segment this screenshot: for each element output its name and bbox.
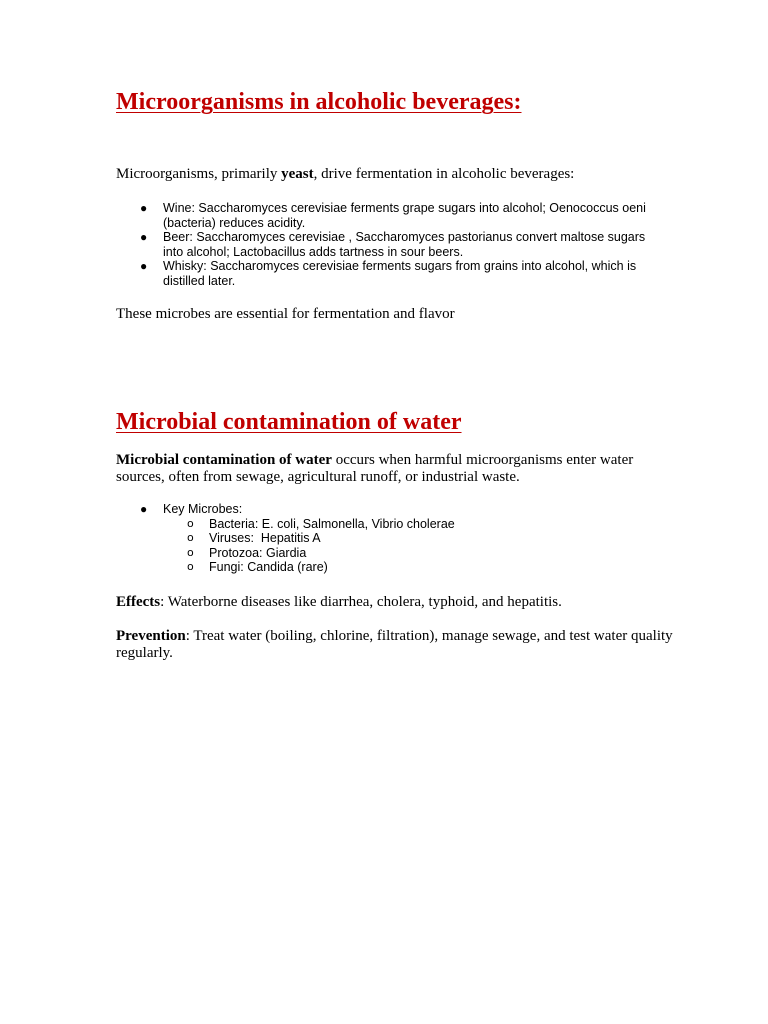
sub-list-item <box>163 517 656 532</box>
sub-list-item-text: Protozoa: Giardia <box>209 545 307 560</box>
section1-intro <box>116 166 676 183</box>
list-item-text: Wine: Saccharomyces cerevisiae ferments grape sugars into alcohol; Oenococcus oeni (bacteria) reduces acidity. <box>163 201 646 230</box>
bullet-icon: ● <box>140 259 148 274</box>
effects-paragraph <box>116 594 676 611</box>
effects-text: : Waterborne diseases like diarrhea, cholera, typhoid, and hepatitis. <box>160 594 562 610</box>
beverage-list <box>116 201 656 289</box>
section2-intro-after: occurs when harmful microorganisms enter water sources, often from sewage, agricultural runoff, or industrial waste. <box>116 452 634 485</box>
list-item <box>116 502 656 575</box>
section2-intro <box>116 452 676 486</box>
sub-list-item <box>163 546 656 561</box>
list-item-text: Whisky: Saccharomyces cerevisiae ferments sugars from grains into alcohol, which is distilled later. <box>163 259 637 288</box>
hollow-bullet-icon: o <box>187 560 194 574</box>
key-microbes-list <box>116 502 656 575</box>
section1-intro-before: Microorganisms, primarily <box>116 166 282 182</box>
bullet-icon: ● <box>140 201 148 215</box>
sub-list-item-text: Bacteria: E. coli, Salmonella, Vibrio cholerae <box>209 516 455 531</box>
section2-heading: Microbial contamination of water <box>116 409 462 435</box>
section1-intro-bold: yeast <box>281 166 314 182</box>
section1-closing: These microbes are essential for fermentation and flavor <box>116 306 455 322</box>
hollow-bullet-icon: o <box>187 516 194 530</box>
hollow-bullet-icon: o <box>187 531 194 545</box>
list-item-text: Beer: Saccharomyces cerevisiae , Saccharomyces pastorianus convert maltose sugars into alcohol; Lactobacillus adds tartness in sour beers. <box>163 230 646 259</box>
section1-intro-after: , drive fermentation in alcoholic beverages: <box>313 166 575 182</box>
prevention-paragraph <box>116 628 676 662</box>
key-microbes-label: Key Microbes: <box>163 502 243 516</box>
section1-heading: Microorganisms in alcoholic beverages: <box>116 89 522 115</box>
microbe-sublist <box>163 517 656 575</box>
effects-label: Effects <box>116 594 161 610</box>
prevention-text: : Treat water (boiling, chlorine, filtration), manage sewage, and test water quality regularly. <box>116 628 673 661</box>
sub-list-item <box>163 560 656 575</box>
prevention-label: Prevention <box>116 628 186 644</box>
sub-list-item-text: Fungi: Candida (rare) <box>209 560 328 575</box>
bullet-icon: ● <box>140 502 148 516</box>
sub-list-item-text: Viruses: Hepatitis A <box>209 531 321 546</box>
hollow-bullet-icon: o <box>187 545 194 559</box>
sub-list-item <box>163 531 656 546</box>
bullet-icon: ● <box>140 230 148 245</box>
list-item <box>116 230 656 259</box>
section2-intro-bold: Microbial contamination of water <box>116 452 332 468</box>
list-item <box>116 259 656 288</box>
list-item <box>116 201 656 230</box>
